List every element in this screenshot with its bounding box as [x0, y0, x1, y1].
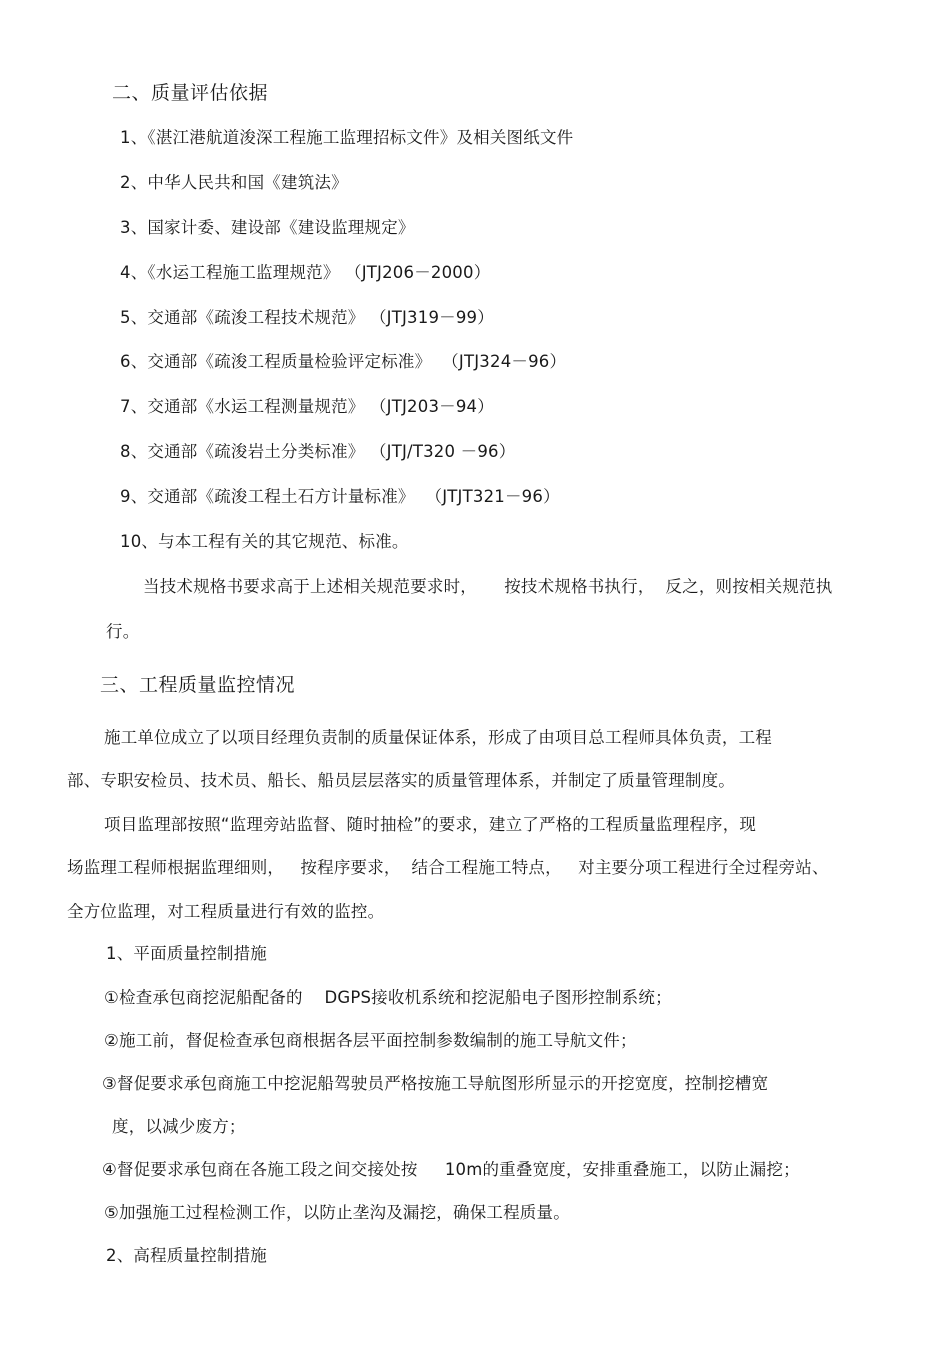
reference-item-4: 4、《水运工程施工监理规范》 （JTJ206－2000） [120, 263, 491, 282]
reference-item-8: 8、交通部《疏浚岩土分类标准》 （JTJ/T320 －96） [120, 442, 516, 461]
paragraph-2-line-1: 项目监理部按照“监理旁站监督、随时抽检”的要求，建立了严格的工程质量监理程序，现 [104, 815, 757, 834]
reference-item-6: 6、交通部《疏浚工程质量检验评定标准》 （JTJ324－96） [120, 352, 567, 371]
reference-item-9: 9、交通部《疏浚工程土石方计量标准》 （JTJT321－96） [120, 487, 560, 506]
reference-item-3: 3、国家计委、建设部《建设监理规定》 [120, 218, 415, 237]
reference-item-2: 2、中华人民共和国《建筑法》 [120, 173, 348, 192]
reference-item-1: 1、《湛江港航道浚深工程施工监理招标文件》及相关图纸文件 [120, 128, 574, 147]
paragraph-2-line-3: 全方位监理，对工程质量进行有效的监控。 [67, 902, 385, 921]
measure-item-3: ③督促要求承包商施工中挖泥船驾驶员严格按施工导航图形所显示的开挖宽度，控制挖槽宽 [102, 1074, 769, 1093]
note-line-2: 行。 [106, 622, 140, 641]
measure-item-1: ①检查承包商挖泥船配备的 DGPS接收机系统和挖泥船电子图形控制系统； [104, 988, 672, 1007]
paragraph-1-line-2: 部、专职安检员、技术员、船长、船员层层落实的质量管理体系，并制定了质量管理制度。 [67, 771, 735, 790]
measure-item-4: ④督促要求承包商在各施工段之间交接处按 10m的重叠宽度，安排重叠施工，以防止漏挖； [102, 1160, 800, 1179]
measure-item-3-continued: 度，以减少废方； [112, 1117, 246, 1136]
paragraph-2-line-2: 场监理工程师根据监理细则， 按程序要求， 结合工程施工特点， 对主要分项工程进行全过程旁站、 [67, 858, 829, 877]
reference-item-7: 7、交通部《水运工程测量规范》 （JTJ203－94） [120, 397, 494, 416]
measure-item-2: ②施工前，督促检查承包商根据各层平面控制参数编制的施工导航文件； [104, 1031, 637, 1050]
section-3-heading: 三、工程质量监控情况 [100, 674, 296, 696]
paragraph-1-line-1: 施工单位成立了以项目经理负责制的质量保证体系，形成了由项目总工程师具体负责，工程 [104, 728, 772, 747]
note-line-1: 当技术规格书要求高于上述相关规范要求时， 按技术规格书执行， 反之，则按相关规范执 [143, 577, 833, 596]
subsection-2-heading: 2、高程质量控制措施 [106, 1246, 267, 1265]
reference-item-10: 10、与本工程有关的其它规范、标准。 [120, 532, 409, 551]
measure-item-5: ⑤加强施工过程检测工作，以防止垄沟及漏挖，确保工程质量。 [104, 1203, 570, 1222]
reference-item-5: 5、交通部《疏浚工程技术规范》 （JTJ319－99） [120, 308, 494, 327]
subsection-1-heading: 1、平面质量控制措施 [106, 944, 267, 963]
section-2-heading: 二、质量评估依据 [112, 82, 269, 104]
